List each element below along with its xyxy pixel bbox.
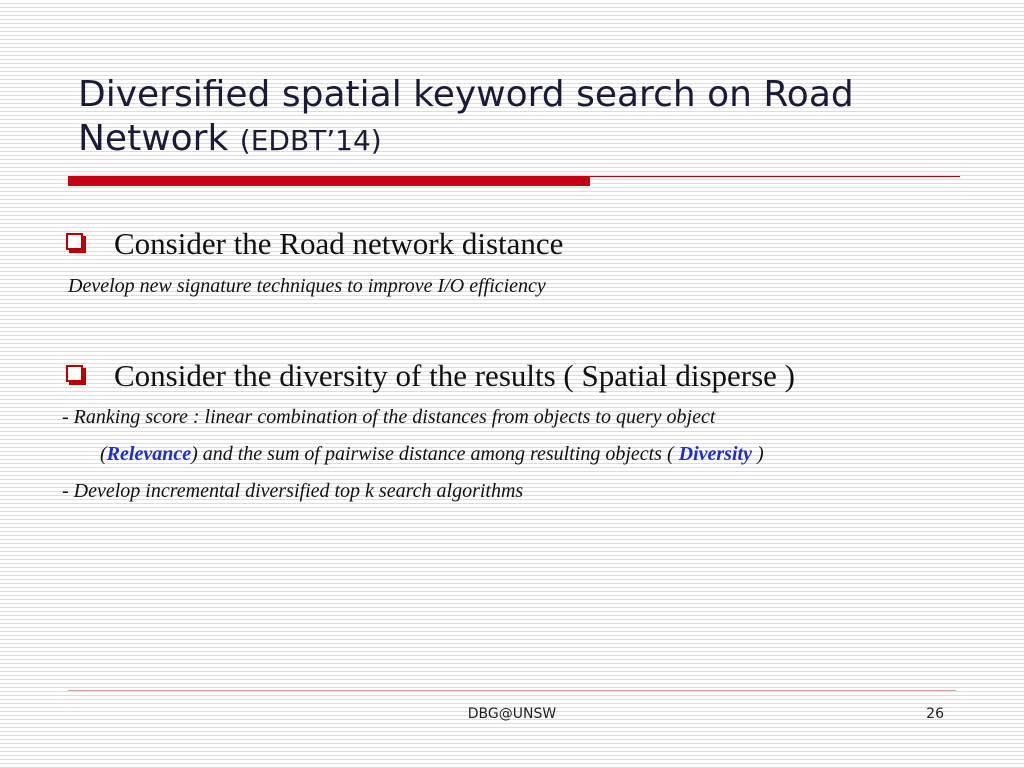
page-number: 26 [926,706,944,722]
footer-divider [68,690,956,691]
title-accent-line [590,176,960,177]
slide-title-main: Diversified spatial keyword search on Road Network [78,74,854,159]
paren-open: ( [100,443,107,465]
checkbox-icon [66,365,83,382]
relevance-term: Relevance [106,443,192,465]
diversity-term: Diversity [678,443,752,465]
sub-point: - Develop incremental diversified top k search algorithms [62,480,524,502]
sub-point: Develop new signature techniques to improve I/O efficiency [68,275,546,297]
paren-close: ) [751,443,764,465]
bullet-text: Consider the Road network distance [114,226,564,261]
footer-label: DBG@UNSW [467,706,557,722]
title-accent-bar [68,176,590,186]
checkbox-icon [66,233,83,250]
slide-title-venue: (EDBT’14) [239,124,382,157]
sub-point: - Ranking score : linear combination of the distances from objects to query object [62,406,716,428]
sub-point-continuation [100,443,764,466]
bullet-text: Consider the diversity of the results ( Spatial disperse ) [114,358,796,393]
sub-text: ) and the sum of pairwise distance among resulting objects ( [191,443,679,465]
slide-title [78,73,978,163]
